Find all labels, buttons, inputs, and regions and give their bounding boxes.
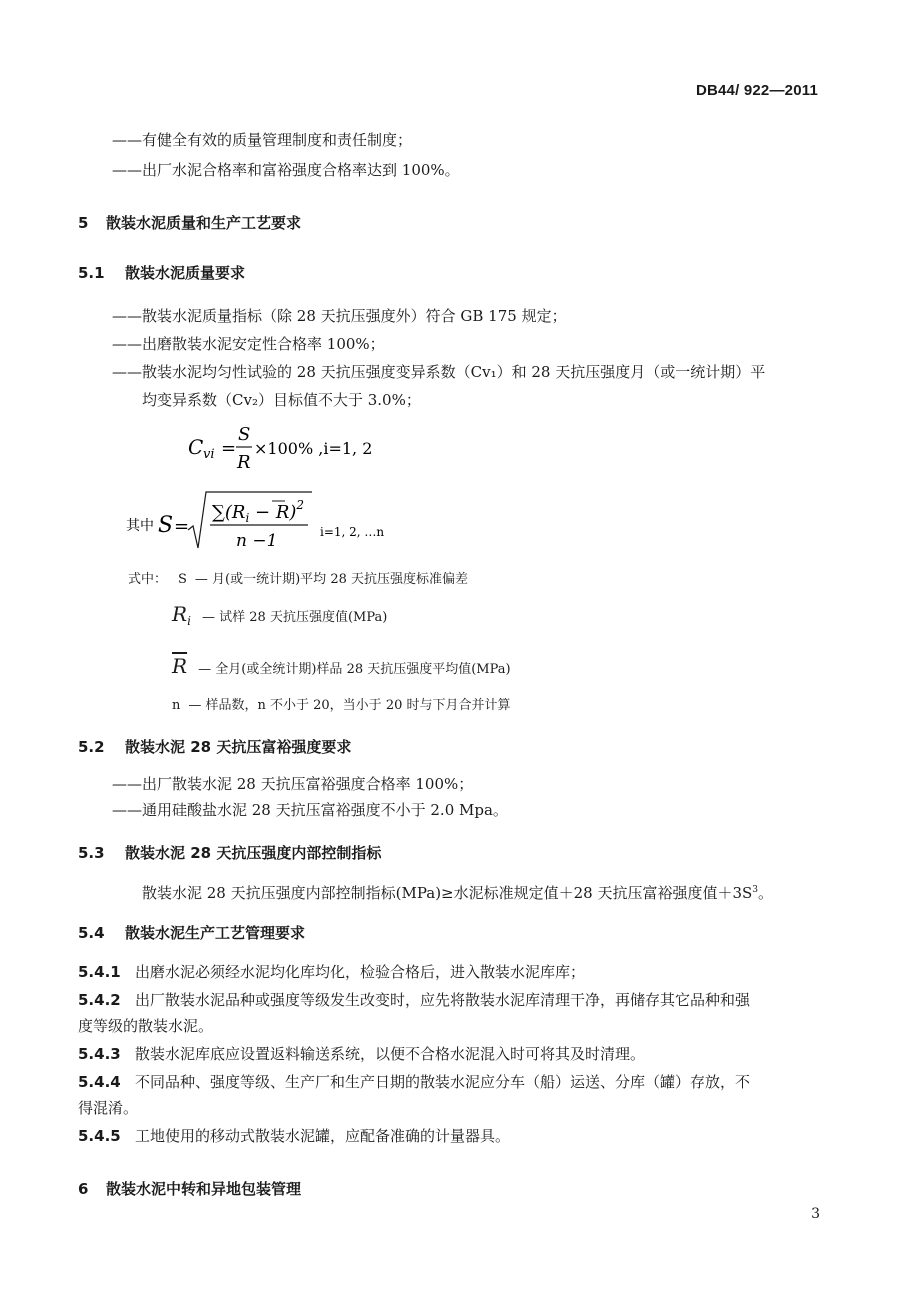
- list-item: ——出磨散装水泥安定性合格率 100%；: [112, 335, 385, 353]
- std-dev-formula: [126, 486, 426, 558]
- intro-item-2: ——出厂水泥合格率和富裕强度合格率达到 100%。: [112, 161, 460, 179]
- list-item-continuation: 均变异系数（Cv₂）目标值不大于 3.0%；: [142, 391, 421, 409]
- clause-5-4-5: 5.4.5 工地使用的移动式散装水泥罐，应配备准确的计量器具。: [78, 1127, 511, 1145]
- section-number: 5.3: [78, 844, 105, 862]
- section-6-heading: [78, 1178, 301, 1199]
- section-title: 散装水泥生产工艺管理要求: [125, 924, 306, 942]
- definition-r-bar: $\overline{R}$ — 全月(或全统计期)样品 28 天抗压强度平均值(MPa): [172, 654, 511, 678]
- formula-denominator: R: [237, 452, 251, 473]
- section-number: 5.1: [78, 264, 105, 282]
- section-number: 6: [78, 1180, 89, 1198]
- section-title: 散装水泥中转和异地包装管理: [106, 1180, 302, 1198]
- cv-formula: [188, 418, 408, 478]
- paragraph: 散装水泥 28 天抗压强度内部控制指标(MPa)≥水泥标准规定值＋28 天抗压富裕强度值$+3S^3$。: [142, 884, 774, 902]
- section-number: 5: [78, 214, 89, 232]
- formula-var: S: [158, 513, 174, 538]
- formula-numerator: S: [238, 424, 251, 445]
- intro-item-1: ——有健全有效的质量管理制度和责任制度；: [112, 131, 413, 149]
- page-number: 3: [811, 1206, 820, 1222]
- section-5-2-heading: [78, 736, 351, 757]
- definition-n: n — 样品数，n 不小于 20，当小于 20 时与下月合并计算: [172, 698, 511, 713]
- clause-5-4-4-continuation: 得混淆。: [78, 1099, 139, 1117]
- section-title: 散装水泥 28 天抗压富裕强度要求: [125, 738, 352, 756]
- clause-5-4-4: 5.4.4 不同品种、强度等级、生产厂和生产日期的散装水泥应分车（船）运送、分库（罐）存放，不: [78, 1073, 751, 1091]
- section-number: 5.4: [78, 924, 105, 942]
- section-5-4-heading: [78, 922, 305, 943]
- section-title: 散装水泥质量和生产工艺要求: [106, 214, 302, 232]
- definition-s: S — 月(或一统计期)平均 28 天抗压强度标准偏差: [178, 572, 468, 587]
- formula-denominator: n −1: [236, 531, 278, 551]
- section-title: 散装水泥 28 天抗压强度内部控制指标: [125, 844, 382, 862]
- section-number: 5.2: [78, 738, 105, 756]
- section-5-3-heading: [78, 842, 381, 863]
- list-item: ——散装水泥均匀性试验的 28 天抗压强度变异系数（Cv₁）和 28 天抗压强度月（或一统计期）平: [112, 363, 766, 381]
- where-label: 式中：: [128, 572, 168, 587]
- formula-lhs-sub: vi: [203, 447, 215, 462]
- clause-5-4-3: 5.4.3 散装水泥库底应设置返料输送系统，以便不合格水泥混入时可将其及时清理。: [78, 1045, 646, 1063]
- definition-ri: $R_i$ — 试样 28 天抗压强度值(MPa): [172, 602, 388, 629]
- section-5-1-heading: [78, 262, 245, 283]
- list-item: ——通用硅酸盐水泥 28 天抗压富裕强度不小于 2.0 Mpa。: [112, 801, 508, 819]
- formula-eq: =: [221, 438, 237, 459]
- formula-suffix: i=1, 2, …n: [320, 525, 385, 539]
- formula-rhs: ×100% ,i=1, 2: [254, 439, 373, 458]
- section-title: 散装水泥质量要求: [125, 264, 246, 282]
- list-item: ——散装水泥质量指标（除 28 天抗压强度外）符合 GB 175 规定；: [112, 307, 567, 325]
- clause-5-4-2-continuation: 度等级的散装水泥。: [78, 1017, 214, 1035]
- formula-numerator: $\sum(R_i - R)^2$: [212, 498, 305, 525]
- section-5-heading: [78, 212, 301, 233]
- formula-prefix: 其中: [126, 518, 154, 534]
- list-item: ——出厂散装水泥 28 天抗压富裕强度合格率 100%；: [112, 775, 474, 793]
- standard-code: DB44/ 922—2011: [695, 82, 818, 99]
- formula-lhs: C: [188, 435, 204, 459]
- clause-5-4-1: 5.4.1 出磨水泥必须经水泥均化库均化，检验合格后，进入散装水泥库库；: [78, 963, 586, 981]
- formula-eq: =: [174, 516, 190, 537]
- clause-5-4-2: 5.4.2 出厂散装水泥品种或强度等级发生改变时，应先将散装水泥库清理干净，再储存其它品种和强: [78, 991, 751, 1009]
